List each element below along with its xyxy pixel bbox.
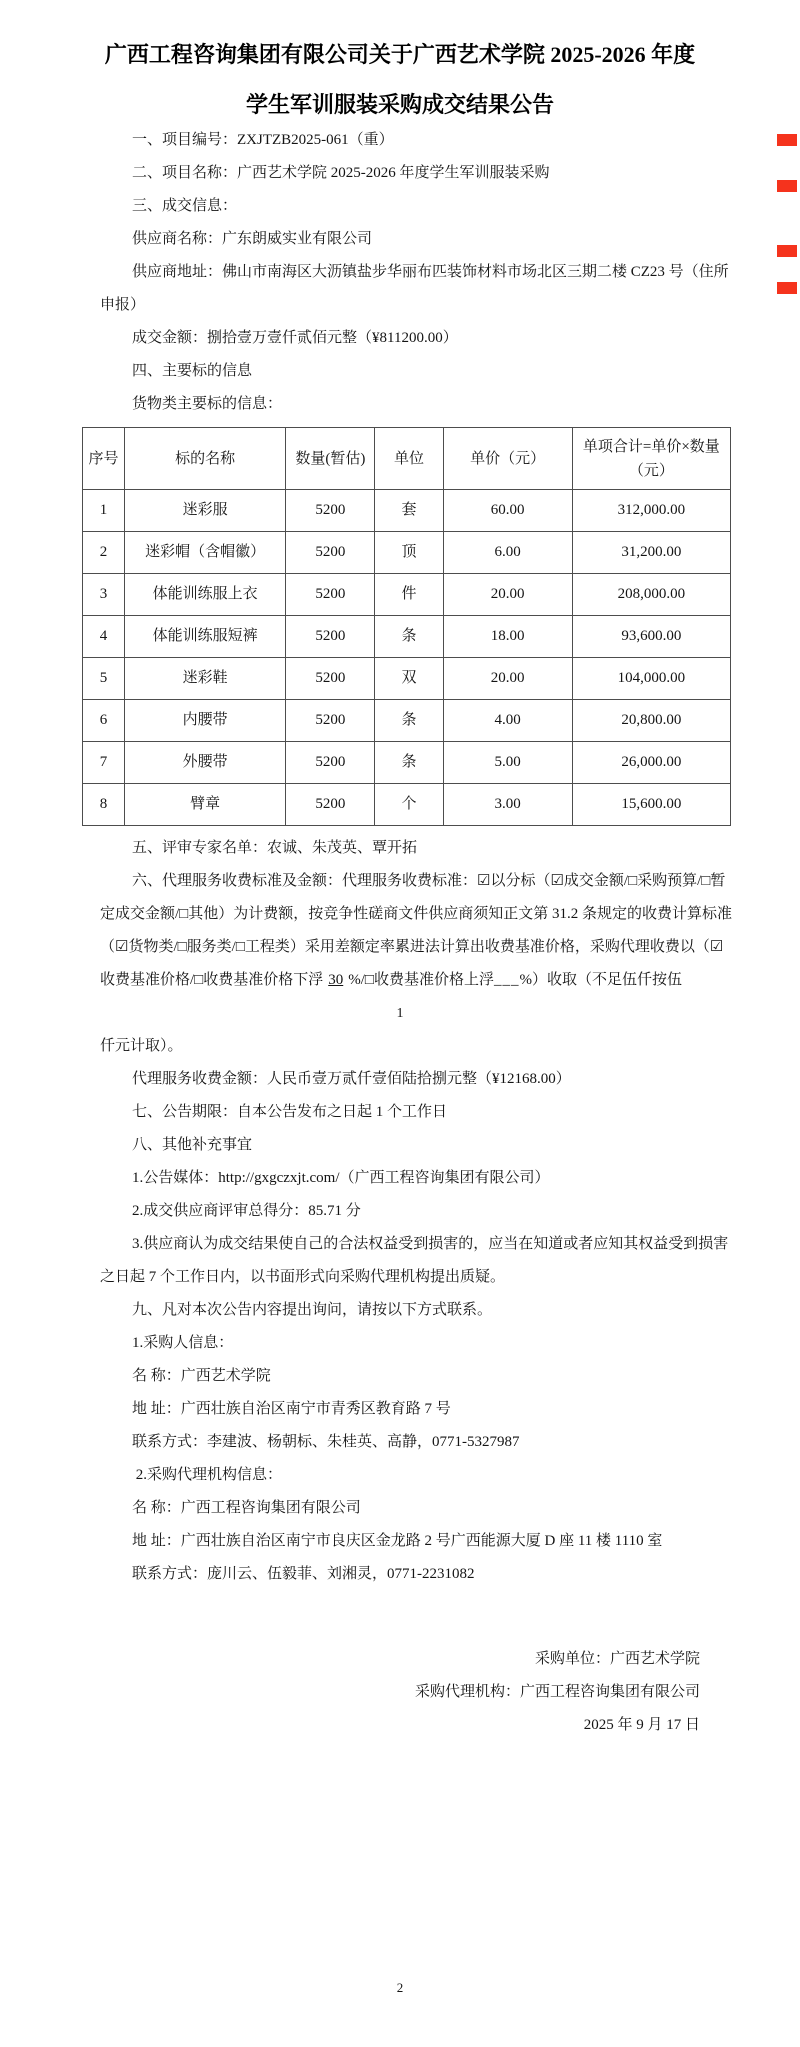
- para-announcement-media: 1.公告媒体：http://gxgczxjt.com/（广西工程咨询集团有限公司）: [132, 1170, 550, 1186]
- cell-subtotal: 20,800.00: [572, 700, 730, 742]
- revision-marker-icon: [777, 282, 797, 294]
- table-row: [83, 532, 731, 574]
- signature-agency: 采购代理机构：广西工程咨询集团有限公司: [414, 1684, 700, 1700]
- col-header-item-name: 标的名称: [125, 428, 286, 490]
- cell-index: 3: [83, 574, 125, 616]
- cell-index: 8: [83, 784, 125, 826]
- cell-unit-price: 20.00: [443, 658, 572, 700]
- cell-quantity: 5200: [286, 574, 375, 616]
- page-number-1: 1: [396, 1006, 404, 1021]
- cell-item-name: 体能训练服上衣: [125, 574, 286, 616]
- cell-quantity: 5200: [286, 700, 375, 742]
- revision-marker-icon: [777, 180, 797, 192]
- para-main-subject-heading: 四、主要标的信息: [132, 363, 253, 379]
- para-buyer-name: 名 称：广西艺术学院: [132, 1368, 271, 1384]
- cell-unit: 件: [375, 574, 443, 616]
- table-row: [83, 490, 731, 532]
- table-row: [83, 574, 731, 616]
- fee-text-tail: %）收取（不足伍仟按伍: [519, 972, 682, 988]
- table-header-row: [83, 428, 731, 490]
- cell-item-name: 内腰带: [125, 700, 286, 742]
- revision-marker-icon: [777, 245, 797, 257]
- para-agency-name: 名 称：广西工程咨询集团有限公司: [132, 1500, 361, 1516]
- goods-table: [82, 427, 731, 826]
- cell-unit-price: 60.00: [443, 490, 572, 532]
- para-contact-intro: 九、凡对本次公告内容提出询问，请按以下方式联系。: [132, 1302, 493, 1318]
- para-agency-fee-amount: 代理服务收费金额：人民币壹万贰仟壹佰陆拾捌元整（¥12168.00）: [132, 1071, 571, 1087]
- cell-subtotal: 26,000.00: [572, 742, 730, 784]
- document-body: [0, 124, 800, 1591]
- para-notice-period: 七、公告期限：自本公告发布之日起 1 个工作日: [132, 1104, 448, 1120]
- cell-unit: 套: [375, 490, 443, 532]
- para-agency-info-heading: 2.采购代理机构信息：: [132, 1467, 283, 1483]
- para-expert-list: 五、评审专家名单：农诚、朱茂英、覃开拓: [132, 840, 418, 856]
- col-header-unit-price: 单价（元）: [443, 428, 572, 490]
- cell-quantity: 5200: [286, 616, 375, 658]
- cell-subtotal: 31,200.00: [572, 532, 730, 574]
- cell-subtotal: 208,000.00: [572, 574, 730, 616]
- table-row: [83, 658, 731, 700]
- cell-index: 2: [83, 532, 125, 574]
- cell-unit: 条: [375, 616, 443, 658]
- para-buyer-address: 地 址：广西壮族自治区南宁市青秀区教育路 7 号: [132, 1401, 451, 1417]
- cell-item-name: 迷彩服: [125, 490, 286, 532]
- para-deal-amount: 成交金额：捌拾壹万壹仟贰佰元整（¥811200.00）: [132, 330, 458, 346]
- page-number-2: 2: [396, 1980, 404, 1995]
- para-agency-contact: 联系方式：庞川云、伍毅菲、刘湘灵，0771-2231082: [132, 1566, 475, 1582]
- cell-quantity: 5200: [286, 742, 375, 784]
- para-project-name: 二、项目名称：广西艺术学院 2025-2026 年度学生军训服装采购: [132, 165, 550, 181]
- cell-subtotal: 104,000.00: [572, 658, 730, 700]
- para-other-matters-heading: 八、其他补充事宜: [132, 1137, 253, 1153]
- para-review-score: 2.成交供应商评审总得分：85.71 分: [132, 1203, 361, 1219]
- cell-subtotal: 312,000.00: [572, 490, 730, 532]
- cell-item-name: 外腰带: [125, 742, 286, 784]
- para-supplier-name: 供应商名称：广东朗威实业有限公司: [132, 231, 373, 247]
- col-header-subtotal: 单项合计=单价×数量（元）: [572, 428, 730, 490]
- cell-item-name: 迷彩鞋: [125, 658, 286, 700]
- cell-unit-price: 6.00: [443, 532, 572, 574]
- signature-date: 2025 年 9 月 17 日: [583, 1717, 700, 1733]
- para-buyer-contact: 联系方式：李建波、杨朝标、朱桂英、高静，0771-5327987: [132, 1434, 520, 1450]
- signature-buyer-unit: 采购单位：广西艺术学院: [534, 1651, 700, 1667]
- col-header-quantity: 数量(暂估): [286, 428, 375, 490]
- col-header-index: 序号: [83, 428, 125, 490]
- table-row: [83, 616, 731, 658]
- cell-unit: 条: [375, 700, 443, 742]
- cell-unit: 顶: [375, 532, 443, 574]
- cell-unit-price: 5.00: [443, 742, 572, 784]
- table-row: [83, 700, 731, 742]
- cell-index: 6: [83, 700, 125, 742]
- title-line-1: 广西工程咨询集团有限公司关于广西艺术学院 2025-2026 年度: [104, 42, 696, 67]
- cell-index: 5: [83, 658, 125, 700]
- para-supplier-address: 供应商地址：佛山市南海区大沥镇盐步华丽布匹装饰材料市场北区三期二楼 CZ23 号（住所申报）: [100, 264, 729, 313]
- cell-index: 1: [83, 490, 125, 532]
- cell-item-name: 体能训练服短裤: [125, 616, 286, 658]
- title-line-2: 学生军训服装采购成交结果公告: [245, 92, 554, 117]
- fee-blank-line: ___: [493, 972, 520, 988]
- cell-unit: 条: [375, 742, 443, 784]
- fee-text-mid: %/□收费基准价格上浮: [348, 972, 494, 988]
- cell-unit-price: 18.00: [443, 616, 572, 658]
- cell-unit: 双: [375, 658, 443, 700]
- fee-discount-value: 30: [328, 972, 344, 988]
- fee-text-lead: 六、代理服务收费标准及金额：代理服务收费标准：☑以分标（☑成交金额/□采购预算/□暂定成交金额/□其他）为计费额，按竞争性磋商文件供应商须知正文第 31.2 条规定的收费计算标准（☑货物类/□服务类/□工程类）采用差额定率累进法计算出收费基准价格，采购代理收费以（☑收费基准价格/□收费基准价格下浮: [100, 873, 732, 988]
- cell-unit-price: 20.00: [443, 574, 572, 616]
- cell-index: 4: [83, 616, 125, 658]
- col-header-unit: 单位: [375, 428, 443, 490]
- cell-unit-price: 3.00: [443, 784, 572, 826]
- para-project-number: 一、项目编号：ZXJTZB2025-061（重）: [132, 132, 394, 148]
- revision-marker-icon: [777, 134, 797, 146]
- cell-item-name: 臂章: [125, 784, 286, 826]
- table-row: [83, 742, 731, 784]
- cell-quantity: 5200: [286, 532, 375, 574]
- para-agency-fee-standard: [100, 865, 736, 997]
- cell-quantity: 5200: [286, 784, 375, 826]
- cell-quantity: 5200: [286, 658, 375, 700]
- para-fee-continuation: 仟元计取）。: [100, 1038, 183, 1054]
- cell-subtotal: 93,600.00: [572, 616, 730, 658]
- cell-unit: 个: [375, 784, 443, 826]
- signature-block: [0, 1643, 800, 1742]
- cell-quantity: 5200: [286, 490, 375, 532]
- para-deal-info-heading: 三、成交信息：: [132, 198, 238, 214]
- table-row: [83, 784, 731, 826]
- cell-subtotal: 15,600.00: [572, 784, 730, 826]
- para-objection-notice: 3.供应商认为成交结果使自己的合法权益受到损害的，应当在知道或者应知其权益受到损害之日起 7 个工作日内，以书面形式向采购代理机构提出质疑。: [100, 1236, 729, 1285]
- cell-item-name: 迷彩帽（含帽徽）: [125, 532, 286, 574]
- cell-unit-price: 4.00: [443, 700, 572, 742]
- para-goods-info-label: 货物类主要标的信息：: [132, 396, 283, 412]
- document-title: [0, 0, 800, 130]
- para-agency-address: 地 址：广西壮族自治区南宁市良庆区金龙路 2 号广西能源大厦 D 座 11 楼 1110 室: [132, 1533, 663, 1549]
- para-buyer-info-heading: 1.采购人信息：: [132, 1335, 234, 1351]
- cell-index: 7: [83, 742, 125, 784]
